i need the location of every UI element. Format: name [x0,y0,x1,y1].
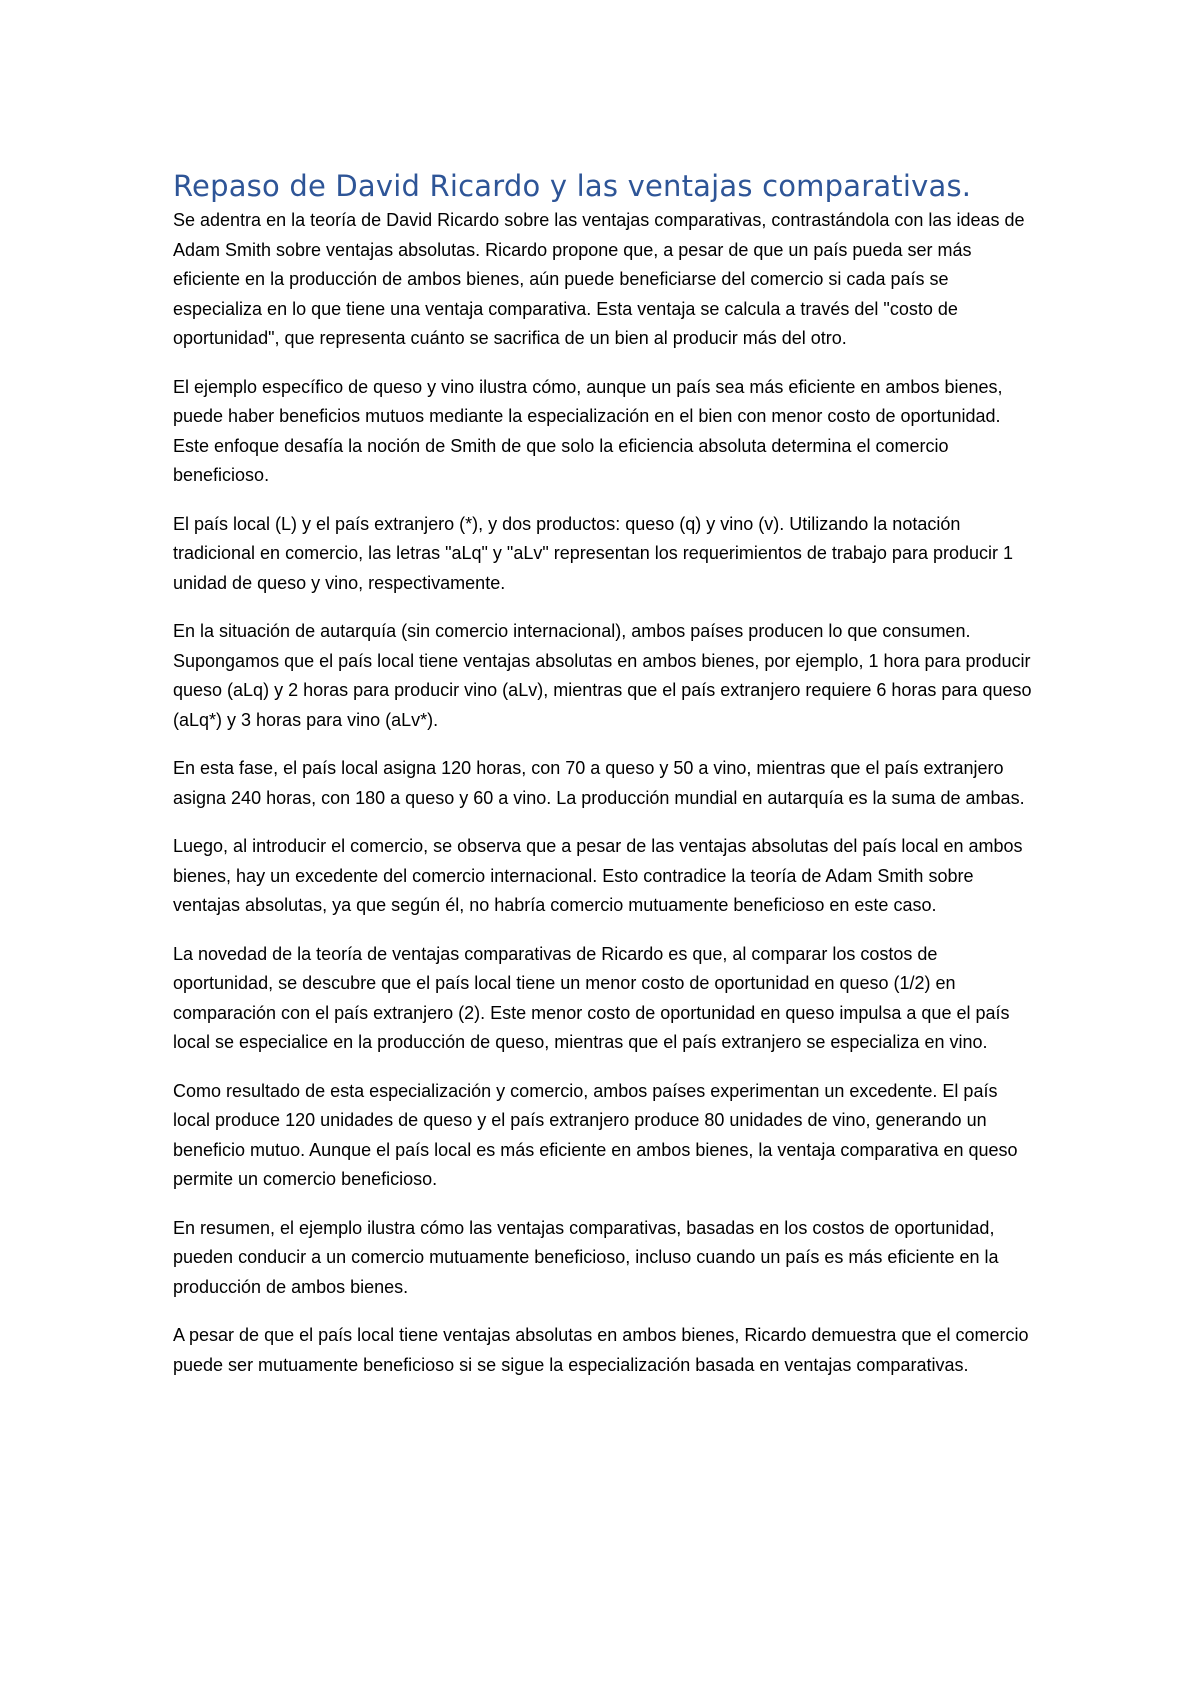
paragraph: El país local (L) y el país extranjero (*), y dos productos: queso (q) y vino (v). Utilizando la notación tradicional en comercio, las letras "aLq" y "aLv" representan los requerimientos de trabajo para producir 1 unidad de queso y vino, respectivamente. [173,513,1013,593]
paragraph: El ejemplo específico de queso y vino ilustra cómo, aunque un país sea más eficiente en ambos bienes, puede haber beneficios mutuos mediante la especialización en el bien con menor costo de oportunidad. Este enfoque desafía la noción de Smith de que solo la eficiencia absoluta determina el comercio beneficioso. [173,376,1003,485]
paragraph: La novedad de la teoría de ventajas comparativas de Ricardo es que, al comparar los costos de oportunidad, se descubre que el país local tiene un menor costo de oportunidad en queso (1/2) en comparación con el país extranjero (2). Este menor costo de oportunidad en queso impulsa a que el país local se especialice en la producción de queso, mientras que el país extranjero se especializa en vino. [173,943,1010,1052]
paragraph: Se adentra en la teoría de David Ricardo sobre las ventajas comparativas, contrastándola con las ideas de Adam Smith sobre ventajas absolutas. Ricardo propone que, a pesar de que un país pueda ser más eficiente en la producción de ambos bienes, aún puede beneficiarse del comercio si cada país se especializa en lo que tiene una ventaja comparativa. Esta ventaja se calcula a través del "costo de oportunidad", que representa cuánto se sacrifica de un bien al producir más del otro. [173,210,1025,348]
paragraph: Luego, al introducir el comercio, se observa que a pesar de las ventajas absolutas del país local en ambos bienes, hay un excedente del comercio internacional. Esto contradice la teoría de Adam Smith sobre ventajas absolutas, ya que según él, no habría comercio mutuamente beneficioso en este caso. [173,836,1023,915]
paragraph: En resumen, el ejemplo ilustra cómo las ventajas comparativas, basadas en los costos de oportunidad, pueden conducir a un comercio mutuamente beneficioso, incluso cuando un país es más eficiente en la producción de ambos bienes. [173,1217,999,1297]
paragraph: A pesar de que el país local tiene ventajas absolutas en ambos bienes, Ricardo demuestra que el comercio puede ser mutuamente beneficioso si se sigue la especialización basada en ventajas comparativas. [173,1325,1029,1375]
document-title: Repaso de David Ricardo y las ventajas comparativas. [173,169,972,203]
document-body [173,166,1038,1399]
paragraph: En esta fase, el país local asigna 120 horas, con 70 a queso y 50 a vino, mientras que el país extranjero asigna 240 horas, con 180 a queso y 60 a vino. La producción mundial en autarquía es la suma de ambas. [173,758,1025,808]
paragraph: Como resultado de esta especialización y comercio, ambos países experimentan un excedente. El país local produce 120 unidades de queso y el país extranjero produce 80 unidades de vino, generando un beneficio mutuo. Aunque el país local es más eficiente en ambos bienes, la ventaja comparativa en queso permite un comercio beneficioso. [173,1080,1018,1189]
paragraph: En la situación de autarquía (sin comercio internacional), ambos países producen lo que consumen. Supongamos que el país local tiene ventajas absolutas en ambos bienes, por ejemplo, 1 hora para producir queso (aLq) y 2 horas para producir vino (aLv), mientras que el país extranjero requiere 6 horas para queso (aLq*) y 3 horas para vino (aLv*). [173,621,1032,730]
